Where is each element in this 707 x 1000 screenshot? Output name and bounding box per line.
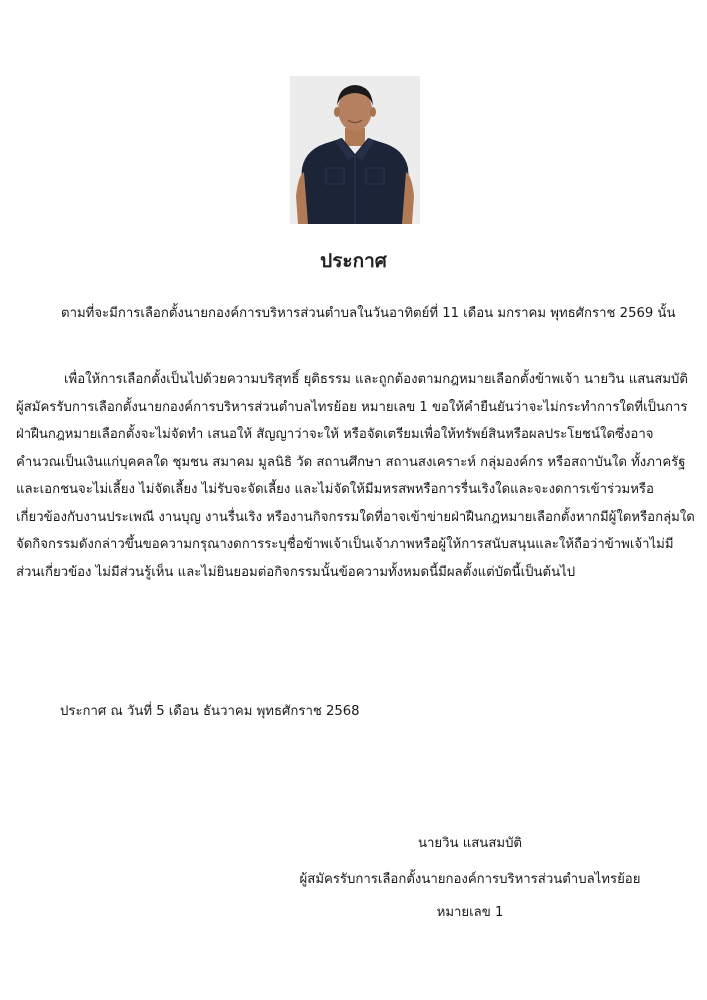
signature-name: นายวิน แสนสมบัติ — [418, 836, 522, 851]
notice-intro: ตามที่จะมีการเลือกตั้งนายกองค์การบริหารส่วนตำบลในวันอาทิตย์ที่ 11 เดือน มกราคม พุทธศักราช 2569 นั้น — [61, 306, 676, 321]
notice-date: ประกาศ ณ วันที่ 5 เดือน ธันวาคม พุทธศักราช 2568 — [60, 704, 360, 719]
signature-role: ผู้สมัครรับการเลือกตั้งนายกองค์การบริหารส่วนตำบลไทรย้อย — [299, 872, 641, 887]
signature-number: หมายเลข 1 — [436, 905, 504, 920]
candidate-portrait-icon — [290, 76, 420, 224]
notice-body: เพื่อให้การเลือกตั้งเป็นไปด้วยความบริสุทธิ์ ยุติธรรม และถูกต้องตามกฎหมายเลือกตั้งข้าพเจ้า นายวิน แสนสมบัติ ผู้สมัครรับการเลือกตั้งนายกองค์การบริหารส่วนตำบลไทรย้อย หมายเลข 1 ขอให้คำยืนยันว่าจะไม่กระทำการใดที่เป็นการฝ่าฝืนกฎหมายเลือกตั้งจะไม่จัดทำ เสนอให้ สัญญาว่าจะให้ หรือจัดเตรียมเพื่อให้ทรัพย์สินหรือผลประโยชน์ใดซึ่งอาจคำนวณเป็นเงินแก่บุคคลใด ชุมชน สมาคม มูลนิธิ วัด สถานศึกษา สถานสงเคราะห์ กลุ่มองค์กร หรือสถาบันใด ทั้งภาครัฐและเอกชนจะไม่เลี้ยง ไม่จัดเลี้ยง ไม่รับจะจัดเลี้ยง และไม่จัดให้มีมหรสพหรือการรื่นเริงใดและจะงดการเข้าร่วมหรือเกี่ยวข้องกับงานประเพณี งานบุญ งานรื่นเริง หรืองานกิจกรรมใดที่อาจเข้าข่ายฝ่าฝืนกฎหมายเลือกตั้งหากมีผู้ใดหรือกลุ่มใดจัดกิจกรรมดังกล่าวขึ้นขอความกรุณางดการระบุชื่อข้าพเจ้าเป็นเจ้าภาพหรือผู้ให้การสนับสนุนและให้ถือว่าข้าพเจ้าไม่มีส่วนเกี่ยวข้อง ไม่มีส่วนรู้เห็น และไม่ยินยอมต่อกิจกรรมนั้นข้อความทั้งหมดนี้มีผลตั้งแต่บัดนี้เป็นต้นไป — [16, 372, 695, 580]
candidate-photo — [290, 76, 420, 224]
notice-title: ประกาศ — [320, 250, 387, 272]
